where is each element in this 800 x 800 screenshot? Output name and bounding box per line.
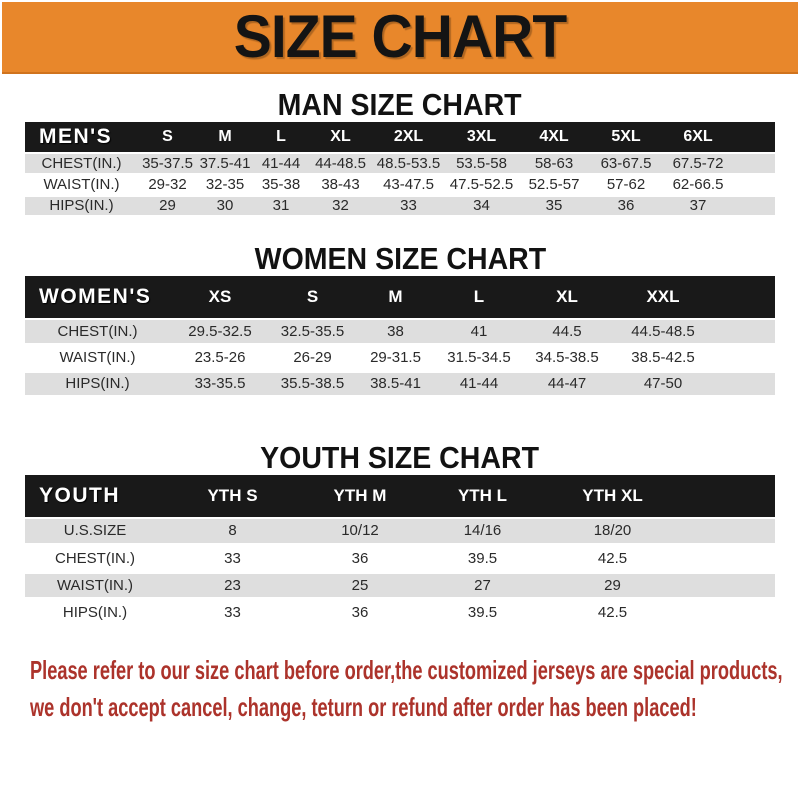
row-label: WAIST(IN.) xyxy=(25,572,165,599)
spacer-cell xyxy=(680,518,775,545)
size-value: 44-47 xyxy=(522,371,612,397)
row-label: HIPS(IN.) xyxy=(25,599,165,626)
size-value: 36 xyxy=(590,195,662,216)
size-value: 39.5 xyxy=(420,599,545,626)
spacer-cell xyxy=(680,572,775,599)
size-value: 41-44 xyxy=(253,153,309,174)
size-value: 32-35 xyxy=(197,174,253,195)
row-label: WAIST(IN.) xyxy=(25,174,138,195)
disclaimer-line-2 xyxy=(30,691,800,728)
size-value: 44-48.5 xyxy=(309,153,372,174)
size-column-header: 5XL xyxy=(590,122,662,153)
youth-hips-row xyxy=(25,599,775,626)
size-column-header: 6XL xyxy=(662,122,734,153)
banner xyxy=(2,2,798,74)
disclaimer-line-2-text: we don't accept cancel, change, teturn or refund after order has been placed! xyxy=(30,691,697,722)
size-value: 23 xyxy=(165,572,300,599)
size-value: 57-62 xyxy=(590,174,662,195)
spacer-cell xyxy=(714,345,775,371)
spacer-cell xyxy=(734,122,775,153)
spacer-cell xyxy=(734,195,775,216)
size-value: 26-29 xyxy=(270,345,355,371)
size-value: 35 xyxy=(518,195,590,216)
men-chest-row xyxy=(25,153,775,174)
size-value: 33 xyxy=(165,545,300,572)
row-label: HIPS(IN.) xyxy=(25,195,138,216)
size-column-header: YTH S xyxy=(165,475,300,518)
size-value: 31.5-34.5 xyxy=(436,345,522,371)
size-value: 8 xyxy=(165,518,300,545)
size-value: 29-32 xyxy=(138,174,197,195)
table-corner-label: WOMEN'S xyxy=(25,276,170,319)
size-column-header: YTH M xyxy=(300,475,420,518)
spacer-cell xyxy=(714,319,775,345)
spacer-cell xyxy=(680,599,775,626)
size-value: 23.5-26 xyxy=(170,345,270,371)
youth-section-title-text: YOUTH SIZE CHART xyxy=(260,439,540,475)
size-value: 38 xyxy=(355,319,436,345)
size-value: 52.5-57 xyxy=(518,174,590,195)
spacer-cell xyxy=(714,371,775,397)
men-section-title xyxy=(0,88,800,122)
size-value: 33 xyxy=(372,195,445,216)
size-value: 58-63 xyxy=(518,153,590,174)
size-value: 42.5 xyxy=(545,599,680,626)
size-value: 35-38 xyxy=(253,174,309,195)
men-size-table xyxy=(25,122,775,218)
size-column-header: M xyxy=(355,276,436,319)
size-value: 48.5-53.5 xyxy=(372,153,445,174)
men-waist-row xyxy=(25,174,775,195)
women-chest-row xyxy=(25,319,775,345)
size-value: 35.5-38.5 xyxy=(270,371,355,397)
youth-section-title xyxy=(0,441,800,475)
size-value: 47.5-52.5 xyxy=(445,174,518,195)
size-value: 41 xyxy=(436,319,522,345)
size-column-header: YTH XL xyxy=(545,475,680,518)
size-value: 37.5-41 xyxy=(197,153,253,174)
size-column-header: 3XL xyxy=(445,122,518,153)
size-value: 10/12 xyxy=(300,518,420,545)
youth-header-row xyxy=(25,475,775,518)
spacer-cell xyxy=(680,545,775,572)
youth-size-table xyxy=(25,475,775,628)
youth-waist-row xyxy=(25,572,775,599)
men-section-title-text: MAN SIZE CHART xyxy=(277,87,523,122)
size-value: 18/20 xyxy=(545,518,680,545)
size-value: 38.5-42.5 xyxy=(612,345,714,371)
size-column-header: L xyxy=(253,122,309,153)
size-value: 33 xyxy=(165,599,300,626)
size-column-header: S xyxy=(138,122,197,153)
size-value: 43-47.5 xyxy=(372,174,445,195)
row-label: HIPS(IN.) xyxy=(25,371,170,397)
spacer-cell xyxy=(734,174,775,195)
size-value: 29 xyxy=(138,195,197,216)
size-value: 42.5 xyxy=(545,545,680,572)
size-column-header: XS xyxy=(170,276,270,319)
size-value: 14/16 xyxy=(420,518,545,545)
size-value: 33-35.5 xyxy=(170,371,270,397)
spacer-cell xyxy=(734,153,775,174)
size-value: 27 xyxy=(420,572,545,599)
size-value: 67.5-72 xyxy=(662,153,734,174)
row-label: WAIST(IN.) xyxy=(25,345,170,371)
size-value: 39.5 xyxy=(420,545,545,572)
size-value: 38.5-41 xyxy=(355,371,436,397)
size-column-header: L xyxy=(436,276,522,319)
size-column-header: S xyxy=(270,276,355,319)
spacer-cell xyxy=(680,475,775,518)
size-value: 29.5-32.5 xyxy=(170,319,270,345)
size-value: 35-37.5 xyxy=(138,153,197,174)
disclaimer-line-1 xyxy=(30,654,800,691)
size-value: 32.5-35.5 xyxy=(270,319,355,345)
women-section-title-text: WOMEN SIZE CHART xyxy=(254,240,546,276)
size-column-header: M xyxy=(197,122,253,153)
size-column-header: 2XL xyxy=(372,122,445,153)
women-waist-row xyxy=(25,345,775,371)
women-hips-row xyxy=(25,371,775,397)
youth-ussize-row xyxy=(25,518,775,545)
size-value: 34 xyxy=(445,195,518,216)
size-column-header: XL xyxy=(309,122,372,153)
men-hips-row xyxy=(25,195,775,216)
spacer-cell xyxy=(714,276,775,319)
size-value: 62-66.5 xyxy=(662,174,734,195)
table-corner-label: MEN'S xyxy=(25,122,138,153)
size-value: 53.5-58 xyxy=(445,153,518,174)
size-value: 25 xyxy=(300,572,420,599)
size-value: 29 xyxy=(545,572,680,599)
size-value: 32 xyxy=(309,195,372,216)
row-label: CHEST(IN.) xyxy=(25,153,138,174)
size-value: 44.5-48.5 xyxy=(612,319,714,345)
women-section-title xyxy=(0,242,800,276)
size-column-header: XXL xyxy=(612,276,714,319)
size-value: 31 xyxy=(253,195,309,216)
row-label: CHEST(IN.) xyxy=(25,545,165,572)
table-corner-label: YOUTH xyxy=(25,475,165,518)
disclaimer xyxy=(0,654,800,728)
disclaimer-line-1-text: Please refer to our size chart before order,the customized jerseys are special products, xyxy=(30,654,783,685)
row-label: CHEST(IN.) xyxy=(25,319,170,345)
size-column-header: XL xyxy=(522,276,612,319)
size-value: 37 xyxy=(662,195,734,216)
size-value: 36 xyxy=(300,599,420,626)
size-value: 29-31.5 xyxy=(355,345,436,371)
size-value: 63-67.5 xyxy=(590,153,662,174)
banner-title: SIZE CHART xyxy=(233,3,567,70)
women-size-table xyxy=(25,276,775,399)
size-value: 41-44 xyxy=(436,371,522,397)
size-column-header: YTH L xyxy=(420,475,545,518)
women-header-row xyxy=(25,276,775,319)
size-value: 38-43 xyxy=(309,174,372,195)
size-value: 36 xyxy=(300,545,420,572)
size-value: 34.5-38.5 xyxy=(522,345,612,371)
row-label: U.S.SIZE xyxy=(25,518,165,545)
size-column-header: 4XL xyxy=(518,122,590,153)
size-value: 47-50 xyxy=(612,371,714,397)
size-value: 44.5 xyxy=(522,319,612,345)
size-value: 30 xyxy=(197,195,253,216)
men-header-row xyxy=(25,122,775,153)
youth-chest-row xyxy=(25,545,775,572)
